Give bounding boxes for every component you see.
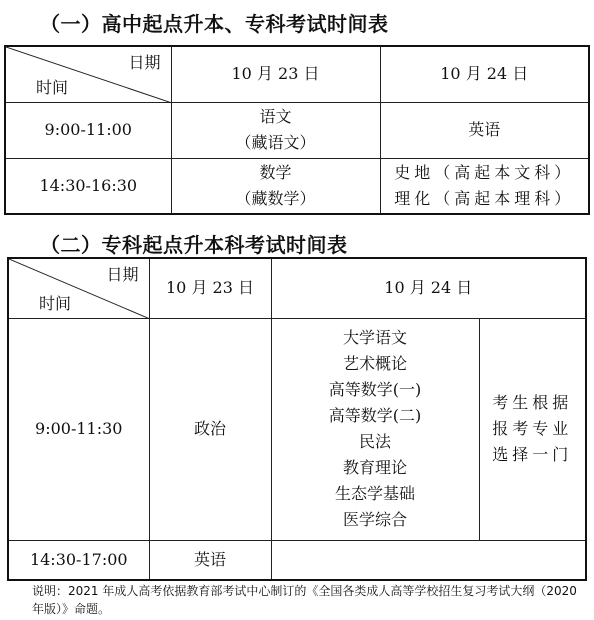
- subject-line: 高等数学(一): [328, 380, 422, 399]
- section1-title: （一）高中起点升本、专科考试时间表: [40, 12, 389, 36]
- subject-cell: [380, 158, 589, 214]
- time-label: 时间: [36, 77, 69, 97]
- table-row: [8, 318, 586, 540]
- schedule-table-2: [7, 257, 587, 581]
- time-cell: 9:00-11:30: [8, 318, 149, 540]
- subject-cell: [171, 158, 380, 214]
- subject-line: 大学语文: [342, 328, 407, 347]
- schedule-table-1: [4, 45, 590, 215]
- subject-cell: [171, 102, 380, 158]
- subject-line: 艺术概论: [342, 354, 407, 373]
- note-line: 选择一门: [492, 445, 573, 464]
- subject-list-cell: [271, 318, 479, 540]
- footnote: 说明：2021 年成人高考依据教育部考试中心制订的《全国各类成人高等学校招生复习考试大纲（2020 年版）》命题。: [32, 584, 577, 616]
- diagonal-header-cell: [8, 258, 149, 318]
- subject-cell: 英语: [149, 540, 271, 580]
- time-cell: 14:30-16:30: [5, 158, 171, 214]
- table-row: [8, 540, 586, 580]
- time-cell: 14:30-17:00: [8, 540, 149, 580]
- subject-line: 语文: [259, 107, 292, 126]
- day1-header: 10 月 23 日: [171, 46, 380, 102]
- day2-header: 10 月 24 日: [271, 258, 586, 318]
- subject-line: 高等数学(二): [328, 406, 422, 425]
- empty-cell: [271, 540, 586, 580]
- date-label: 日期: [128, 53, 161, 72]
- table-header-row: [8, 258, 586, 318]
- subject-line: （藏数学）: [235, 188, 316, 208]
- table-row: [5, 102, 589, 158]
- subject-line: 生态学基础: [334, 484, 415, 503]
- subject-line: 教育理论: [342, 458, 407, 477]
- subject-line: 英语: [468, 120, 501, 139]
- subject-line: 民法: [358, 432, 391, 451]
- subject-line: 医学综合: [342, 510, 407, 529]
- subject-line: （藏语文）: [235, 133, 316, 152]
- note-cell: [479, 318, 586, 540]
- diagonal-header-cell: [5, 46, 171, 102]
- note-line: 报考专业: [492, 419, 573, 438]
- note-line: 考生根据: [492, 393, 573, 412]
- subject-cell: 政治: [149, 318, 271, 540]
- subject-line: 史地（高起本文科）: [394, 162, 575, 182]
- day2-header: 10 月 24 日: [380, 46, 589, 102]
- date-label: 日期: [106, 265, 139, 284]
- subject-line: 理化（高起本理科）: [394, 188, 575, 208]
- section2-title: （二）专科起点升本科考试时间表: [40, 233, 348, 257]
- subject-cell: [380, 102, 589, 158]
- table-row: [5, 158, 589, 214]
- table-header-row: [5, 46, 589, 102]
- time-label: 时间: [39, 293, 72, 313]
- time-cell: 9:00-11:00: [5, 102, 171, 158]
- subject-line: 数学: [259, 162, 292, 182]
- day1-header: 10 月 23 日: [149, 258, 271, 318]
